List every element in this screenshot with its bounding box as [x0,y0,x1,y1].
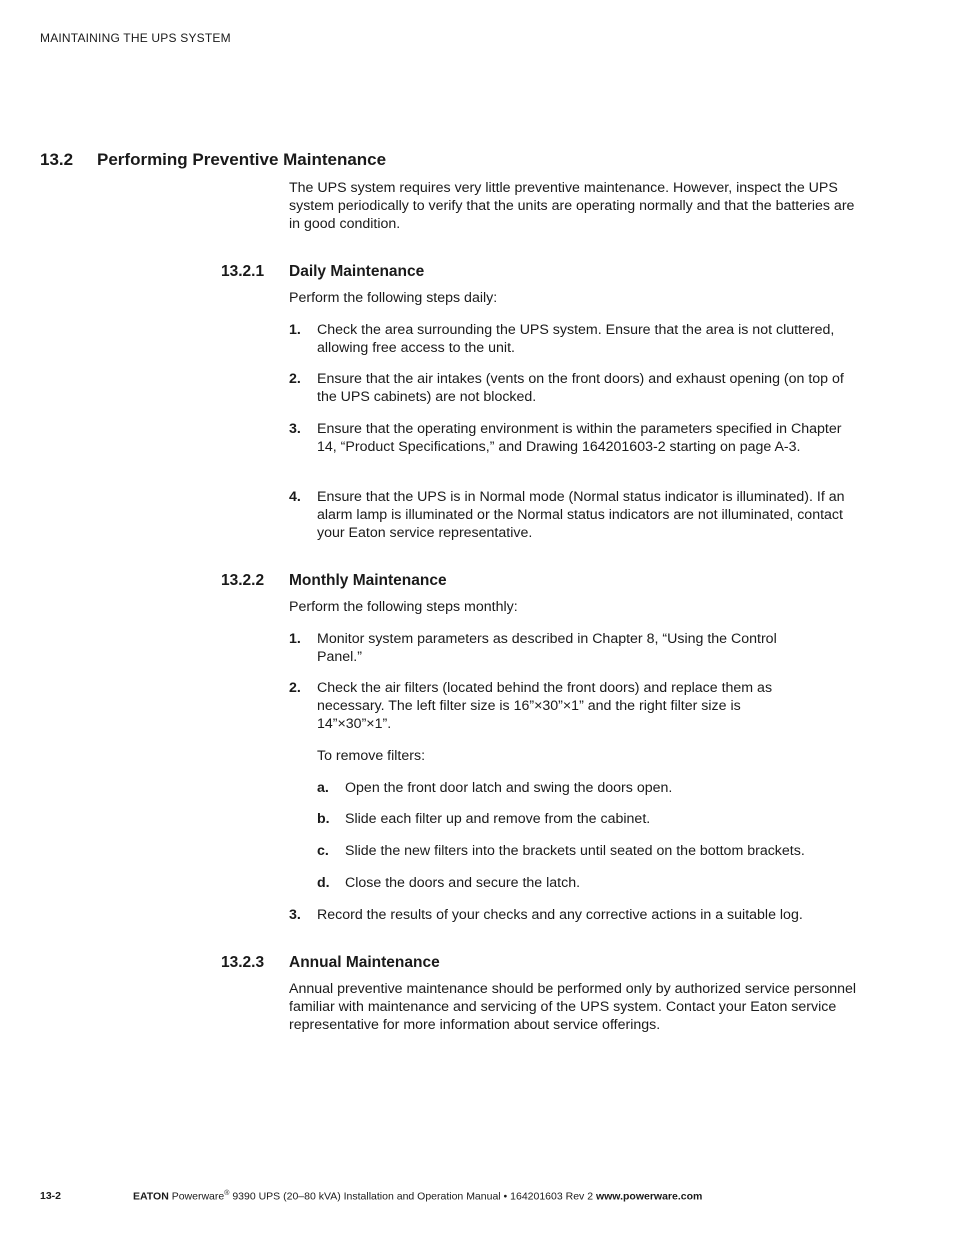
step-number: 4. [289,489,301,505]
annual-title: Annual Maintenance [289,954,440,971]
step-text: Monitor system parameters as described in Chapter 8, “Using the Control Panel.” [317,631,777,665]
section-heading [40,150,386,170]
page-number: 13-2 [40,1190,62,1202]
substep-text: Close the doors and secure the latch. [345,875,581,891]
substep-text: Slide each filter up and remove from the cabinet. [345,811,651,827]
daily-step [289,370,859,406]
filter-substep [317,842,857,860]
substep-letter: c. [317,843,329,859]
step-text: Ensure that the operating environment is within the parameters specified in Chapter 14, “Product Specifications,” and Drawing 164201603-2 starting on page A-3. [317,421,842,455]
daily-title: Daily Maintenance [289,263,425,280]
monthly-heading [221,572,447,590]
substep-text: Slide the new filters into the brackets until seated on the bottom brackets. [345,843,805,859]
monthly-number: 13.2.2 [221,572,265,589]
step-number: 2. [289,680,301,696]
filter-substep [317,874,857,892]
monthly-step [289,630,859,666]
monthly-title: Monthly Maintenance [289,572,447,589]
step-text: Record the results of your checks and any corrective actions in a suitable log. [317,907,803,923]
footer-reg: ® [224,1190,230,1197]
step-number: 3. [289,907,301,923]
daily-intro: Perform the following steps daily: [289,290,498,306]
step-number: 3. [289,421,301,437]
footer-text [133,1190,702,1203]
monthly-intro: Perform the following steps monthly: [289,599,518,615]
daily-step [289,321,859,357]
substep-text: Open the front door latch and swing the doors open. [345,780,673,796]
monthly-step [289,679,859,733]
annual-heading [221,954,440,972]
running-header: MAINTAINING THE UPS SYSTEM [40,31,231,45]
step-text: Check the air filters (located behind the front doors) and replace them as necessary. The left filter size is 16”×30”×1” and the right filter size is 14”×30”×1”. [317,680,773,732]
section-intro: The UPS system requires very little preventive maintenance. However, inspect the UPS system periodically to verify that the units are operating normally and that the batteries are in good condition. [289,180,855,232]
step-text: Ensure that the UPS is in Normal mode (Normal status indicator is illuminated). If an alarm lamp is illuminated or the Normal status indicators are not illuminated, contact your Eaton service representative. [317,489,845,541]
footer-manual: 9390 UPS (20–80 kVA) Installation and Operation Manual • 164201603 Rev 2 [229,1190,596,1203]
section-number: 13.2 [40,150,74,169]
section-title: Performing Preventive Maintenance [97,150,387,169]
footer-url: www.powerware.com [595,1190,703,1203]
daily-heading [221,263,424,281]
step-number: 1. [289,322,301,338]
annual-text: Annual preventive maintenance should be performed only by authorized service personnel familiar with maintenance and servicing of the UPS system. Contact your Eaton service representative for more information about service offerings. [289,981,857,1033]
step-number: 2. [289,371,301,387]
daily-number: 13.2.1 [221,263,265,280]
footer-brand: EATON [133,1190,169,1203]
step-text: Ensure that the air intakes (vents on the front doors) and exhaust opening (on top of the UPS cabinets) are not blocked. [317,371,844,405]
step-number: 1. [289,631,301,647]
filter-substep [317,810,857,828]
daily-step [289,488,859,542]
remove-filters-intro: To remove filters: [317,748,426,764]
substep-letter: d. [317,875,330,891]
step-text: Check the area surrounding the UPS system. Ensure that the area is not cluttered, allowing free access to the unit. [317,322,835,356]
footer-product: Powerware [171,1190,225,1203]
annual-number: 13.2.3 [221,954,265,971]
daily-step [289,420,859,456]
substep-letter: a. [317,780,329,796]
substep-letter: b. [317,811,330,827]
monthly-step [289,906,859,924]
filter-substep [317,779,857,797]
